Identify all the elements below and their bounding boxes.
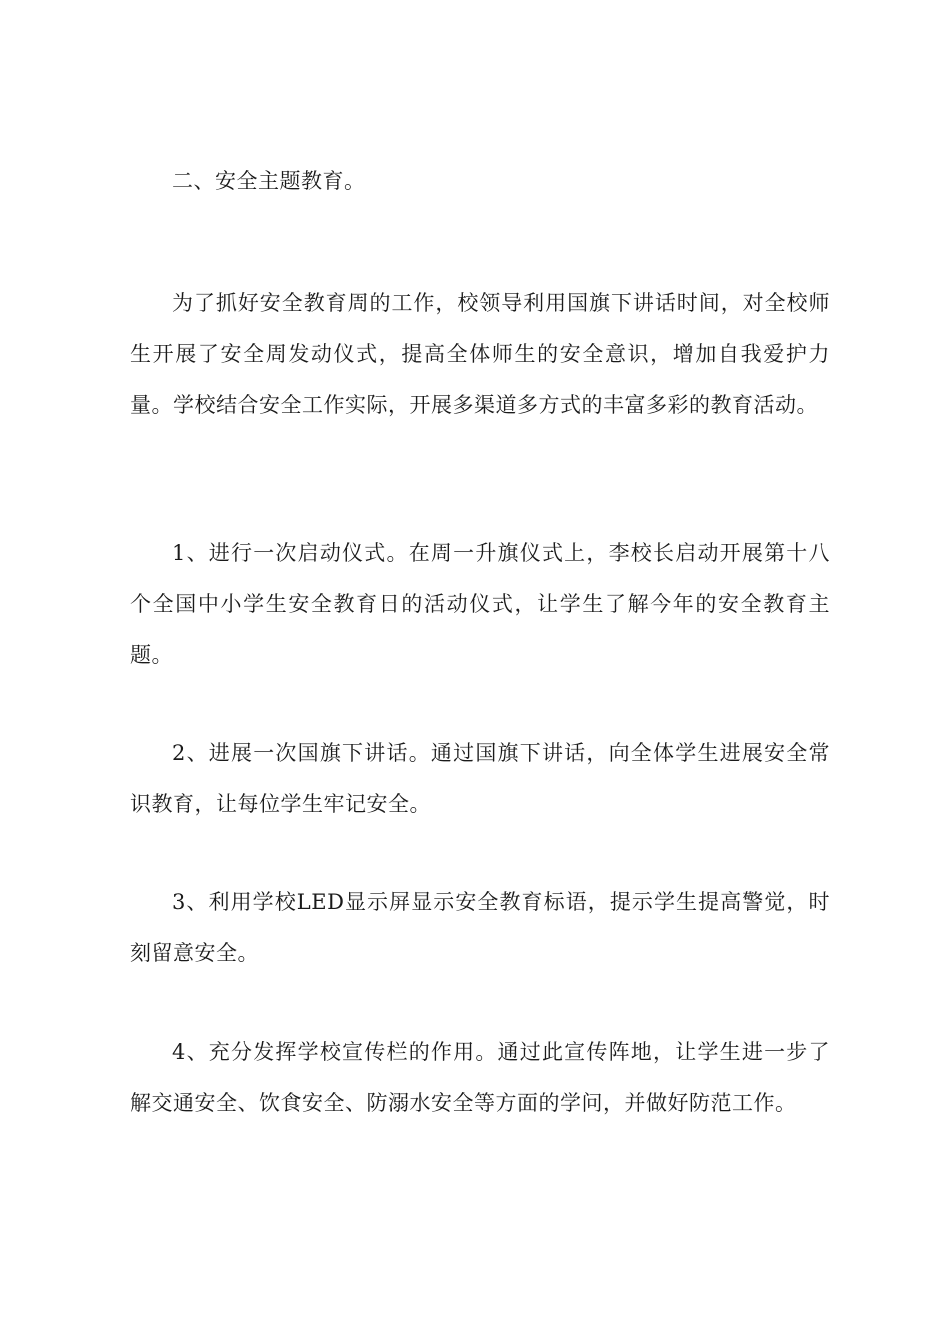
list-item: 4、充分发挥学校宣传栏的作用。通过此宣传阵地，让学生进一步了解交通安全、饮食安全、防溺水安全等方面的学问，并做好防范工作。 [130,1040,830,1115]
section-heading: 二、安全主题教育。 [172,169,366,193]
list-item: 3、利用学校LED显示屏显示安全教育标语，提示学生提高警觉，时刻留意安全。 [130,890,830,965]
list-item: 2、进展一次国旗下讲话。通过国旗下讲话，向全体学生进展安全常识教育，让每位学生牢记安全。 [130,741,830,816]
list-item: 1、进行一次启动仪式。在周一升旗仪式上，李校长启动开展第十八个全国中小学生安全教育日的活动仪式，让学生了解今年的安全教育主题。 [130,541,830,667]
intro-paragraph: 为了抓好安全教育周的工作，校领导利用国旗下讲话时间，对全校师生开展了安全周发动仪式，提高全体师生的安全意识，增加自我爱护力量。学校结合安全工作实际，开展多渠道多方式的丰富多彩的教育活动。 [130,291,830,417]
